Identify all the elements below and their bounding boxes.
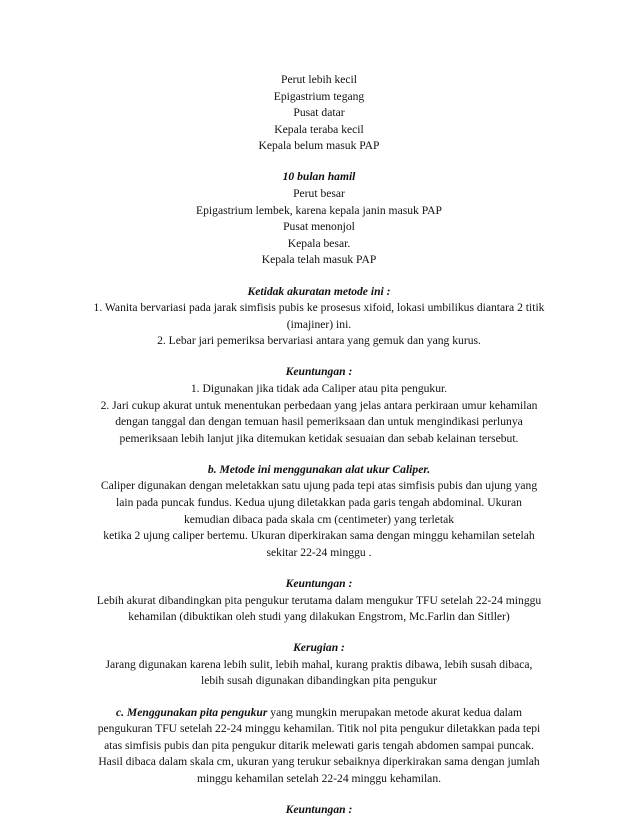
text-line: Jarang digunakan karena lebih sulit, lebih mahal, kurang praktis dibawa, lebih susah dibaca,: [105, 657, 533, 671]
spacer: [62, 561, 576, 576]
text-line: Pusat menonjol: [283, 220, 355, 234]
text-line: lebih susah digunakan dibandingkan pita pengukur: [200, 674, 437, 688]
disadvantages-section: [62, 640, 576, 690]
text-line: lain pada puncak fundus. Kedua ujung diletakkan pada garis tengah abdominal. Ukuran: [116, 496, 522, 510]
text-line: Hasil dibaca dalam skala cm, ukuran yang terukur sebaiknya diperkirakan sama dengan jumlah: [98, 755, 540, 769]
text-line: Perut besar: [293, 187, 345, 201]
text-line: Caliper digunakan dengan meletakkan satu ujung pada tepi atas simfisis pubis dan ujung yang: [100, 479, 538, 493]
section-heading: Ketidak akuratan metode ini :: [247, 284, 391, 298]
section-heading: Kerugian :: [293, 641, 345, 655]
text-line: pemeriksaan lebih lanjut jika ditemukan ketidak sesuaian dan sebab kelainan tersebut.: [119, 431, 519, 445]
text-line: [62, 705, 576, 722]
signs-list-10-months: [62, 169, 576, 269]
method-c-lead: c. Menggunakan pita pengukur: [115, 705, 268, 719]
spacer: [62, 626, 576, 641]
text-line: Kepala belum masuk PAP: [258, 139, 380, 153]
spacer: [62, 787, 576, 802]
text-line: minggu kehamilan setelah 22-24 minggu kehamilan.: [196, 771, 442, 785]
text-line: kemudian dibaca pada skala cm (centimeter) yang terletak: [183, 512, 455, 526]
section-heading: b. Metode ini menggunakan alat ukur Caliper.: [207, 462, 431, 476]
spacer: [62, 155, 576, 170]
text-line: kehamilan (dibuktikan oleh studi yang dilakukan Engstrom, Mc.Farlin dan Sitller): [128, 610, 510, 624]
section-heading: Keuntungan :: [285, 802, 353, 816]
text-line: atas simfisis pubis dan pita pengukur ditarik melewati garis tengah abdomen sampai puncak.: [104, 738, 534, 752]
spacer: [62, 690, 576, 705]
text-line: 1. Digunakan jika tidak ada Caliper atau pita pengukur.: [190, 382, 448, 395]
text-line: Pusat datar: [293, 106, 345, 120]
text-line: 2. Lebar jari pemeriksa bervariasi antara yang gemuk dan yang kurus.: [157, 334, 481, 348]
text-line: Epigastrium tegang: [273, 89, 365, 103]
method-b-section: [62, 462, 576, 562]
text-line: Lebih akurat dibandingkan pita pengukur terutama dalam mengukur TFU setelah 22-24 minggu: [96, 593, 542, 607]
document-page: [62, 72, 576, 819]
text-line: ketika 2 ujung caliper bertemu. Ukuran diperkirakan sama dengan minggu kehamilan setelah: [103, 529, 535, 543]
text-line: dengan tanggal dan dengan temuan hasil pemeriksaan dan untuk mengindikasi perlunya: [115, 415, 523, 429]
method-c-line1-rest: yang mungkin merupakan metode akurat kedua dalam: [267, 705, 523, 719]
spacer: [62, 447, 576, 462]
advantages-section-3: [62, 802, 576, 819]
spacer: [62, 350, 576, 365]
text-line: Perut lebih kecil: [281, 73, 357, 86]
text-line: pengukuran TFU setelah 22-24 minggu kehamilan. Titik nol pita pengukur diletakkan pada tepi: [97, 722, 541, 736]
text-line: 1. Wanita bervariasi pada jarak simfisis pubis ke prosesus xifoid, lokasi umbilikus diantara 2 titik: [93, 301, 545, 315]
text-line: Kepala besar.: [287, 236, 351, 250]
section-heading: Keuntungan :: [285, 576, 353, 590]
text-line: sekitar 22-24 minggu .: [266, 545, 372, 559]
advantages-section-1: [62, 364, 576, 447]
text-line: Kepala teraba kecil: [274, 122, 364, 136]
method-c-section: [62, 705, 576, 788]
text-line: Kepala telah masuk PAP: [261, 253, 377, 267]
advantages-section-2: [62, 576, 576, 626]
section-heading: 10 bulan hamil: [282, 170, 356, 184]
text-line: Epigastrium lembek, karena kepala janin masuk PAP: [196, 203, 442, 217]
text-line: 2. Jari cukup akurat untuk menentukan perbedaan yang jelas antara perkiraan umur kehamilan: [100, 398, 538, 412]
spacer: [62, 269, 576, 284]
signs-list-early: [62, 72, 576, 155]
section-heading: Keuntungan :: [285, 365, 353, 379]
text-line: (imajiner) ini.: [286, 317, 352, 331]
inaccuracy-section: [62, 284, 576, 350]
